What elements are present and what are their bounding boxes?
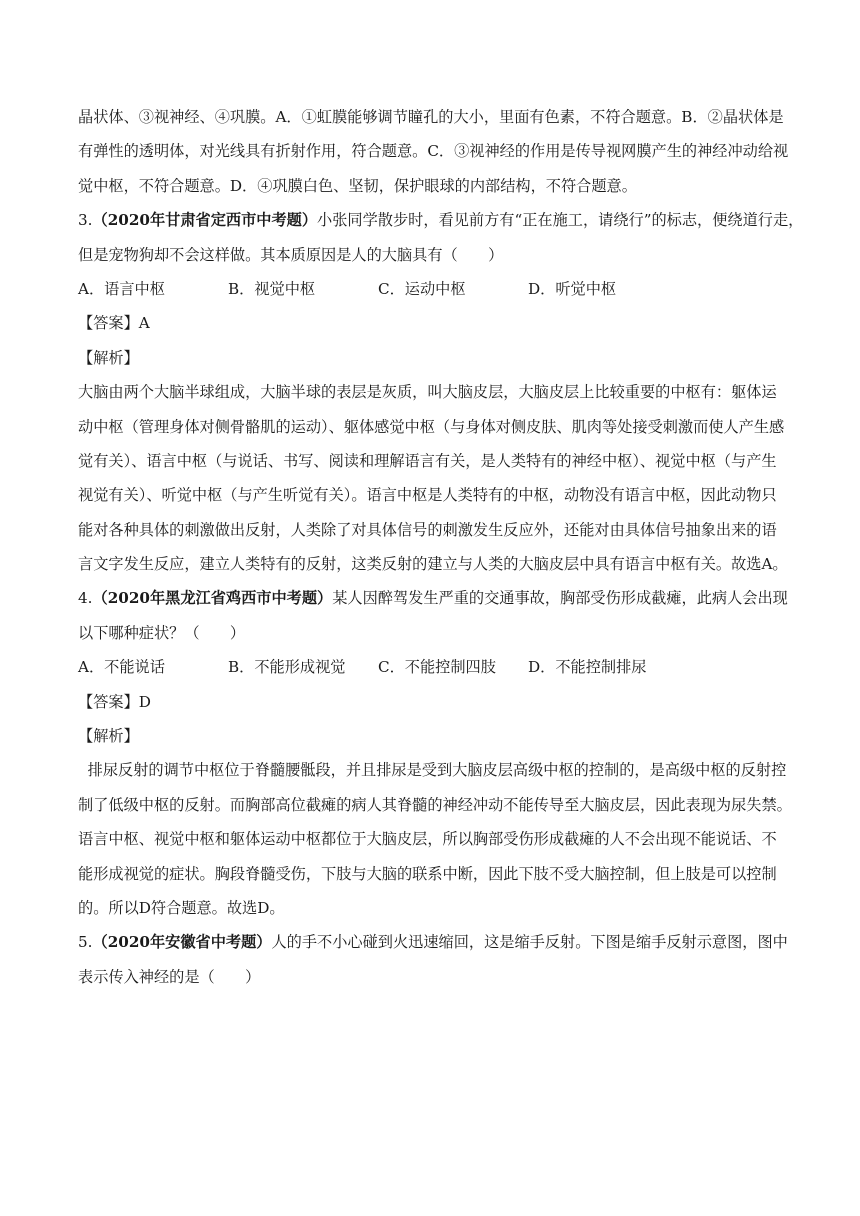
option-b: B．视觉中枢	[228, 279, 316, 298]
question-4-analysis-line: 能形成视觉的症状。胸段脊髓受伤，下肢与大脑的联系中断，因此下肢不受大脑控制，但上肢是可以控制	[78, 864, 777, 883]
question-3-stem-text: 小张同学散步时，看见前方有“正在施工，请绕行”的标志，便绕道行走，	[317, 211, 804, 230]
question-3-options	[78, 272, 788, 306]
question-4-options	[78, 650, 788, 684]
question-3-source: （2020年甘肃省定西市中考题）	[92, 211, 318, 230]
question-3-analysis-label: 【解析】	[78, 348, 139, 367]
question-4-source: （2020年黑龙江省鸡西市中考题）	[92, 589, 333, 608]
document-page	[78, 100, 804, 994]
question-3-analysis-line: 觉有关）、语言中枢（与说话、书写、阅读和理解语言有关，是人类特有的神经中枢）、视觉中枢（与产生	[78, 451, 777, 470]
option-b: B．不能形成视觉	[228, 658, 346, 677]
question-4-analysis-line: 制了低级中枢的反射。而胸部高位截瘫的病人其脊髓的神经冲动不能传导至大脑皮层，因此表现为尿失禁。	[78, 795, 792, 814]
question-4-stem-text: 某人因醉驾发生严重的交通事故，胸部受伤形成截瘫，此病人会出现	[332, 589, 788, 608]
question-5-stem-text: 人的手不小心碰到火迅速缩回，这是缩手反射。下图是缩手反射示意图，图中	[271, 933, 788, 952]
option-d: D．不能控制排尿	[528, 658, 647, 677]
option-c: C．运动中枢	[378, 279, 466, 298]
carryover-line-2: 有弹性的透明体，对光线具有折射作用，符合题意。C．③视神经的作用是传导视网膜产生的神经冲动给视	[78, 142, 789, 161]
question-3-analysis-line: 动中枢（管理身体对侧骨骼肌的运动）、躯体感觉中枢（与身体对侧皮肤、肌肉等处接受刺激而使人产生感	[78, 417, 785, 436]
question-4-analysis-line: 语言中枢、视觉中枢和躯体运动中枢都位于大脑皮层，所以胸部受伤形成截瘫的人不会出现不能说话、不	[78, 830, 777, 849]
question-4-analysis-line: 的。所以D符合题意。故选D。	[78, 898, 285, 917]
question-3-answer: 【答案】A	[78, 314, 150, 333]
question-3-number: 3.	[78, 211, 93, 230]
option-d: D．听觉中枢	[528, 279, 617, 298]
question-3-analysis-line: 能对各种具体的刺激做出反射，人类除了对具体信号的刺激发生反应外，还能对由具体信号抽象出来的语	[78, 520, 777, 539]
question-3-analysis-line: 视觉有关）、听觉中枢（与产生听觉有关）。语言中枢是人类特有的中枢，动物没有语言中枢，因此动物只	[78, 486, 777, 505]
question-3-analysis-line: 大脑由两个大脑半球组成，大脑半球的表层是灰质，叫大脑皮层，大脑皮层上比较重要的中枢有：躯体运	[78, 383, 777, 402]
question-3-stem-cont: 但是宠物狗却不会这样做。其本质原因是人的大脑具有（ ）	[78, 245, 504, 264]
question-4-stem	[78, 581, 788, 615]
question-5-number: 5.	[78, 933, 93, 952]
option-a: A．不能说话	[78, 658, 165, 677]
question-4-answer: 【答案】D	[78, 692, 151, 711]
question-4-analysis-label: 【解析】	[78, 727, 139, 746]
question-5-stem	[78, 925, 788, 959]
option-c: C．不能控制四肢	[378, 658, 496, 677]
question-4-stem-cont: 以下哪种症状？（ ）	[78, 623, 246, 642]
question-3-analysis-line: 言文字发生反应，建立人类特有的反射，这类反射的建立与人类的大脑皮层中具有语言中枢有关。故选A。	[78, 555, 788, 574]
question-4-number: 4.	[78, 589, 93, 608]
question-3-stem	[78, 203, 804, 237]
question-4-analysis-line: 排尿反射的调节中枢位于脊髓腰骶段，并且排尿是受到大脑皮层高级中枢的控制的，是高级中枢的反射控	[78, 761, 787, 780]
carryover-line-1: 晶状体、③视神经、④巩膜。A．①虹膜能够调节瞳孔的大小，里面有色素，不符合题意。B．②晶状体是	[78, 108, 784, 126]
option-a: A．语言中枢	[78, 279, 165, 298]
question-5-stem-cont: 表示传入神经的是（ ）	[78, 967, 261, 986]
question-5-source: （2020年安徽省中考题）	[92, 933, 272, 952]
carryover-line-3: 觉中枢，不符合题意。D．④巩膜白色、坚韧，保护眼球的内部结构，不符合题意。	[78, 176, 637, 195]
